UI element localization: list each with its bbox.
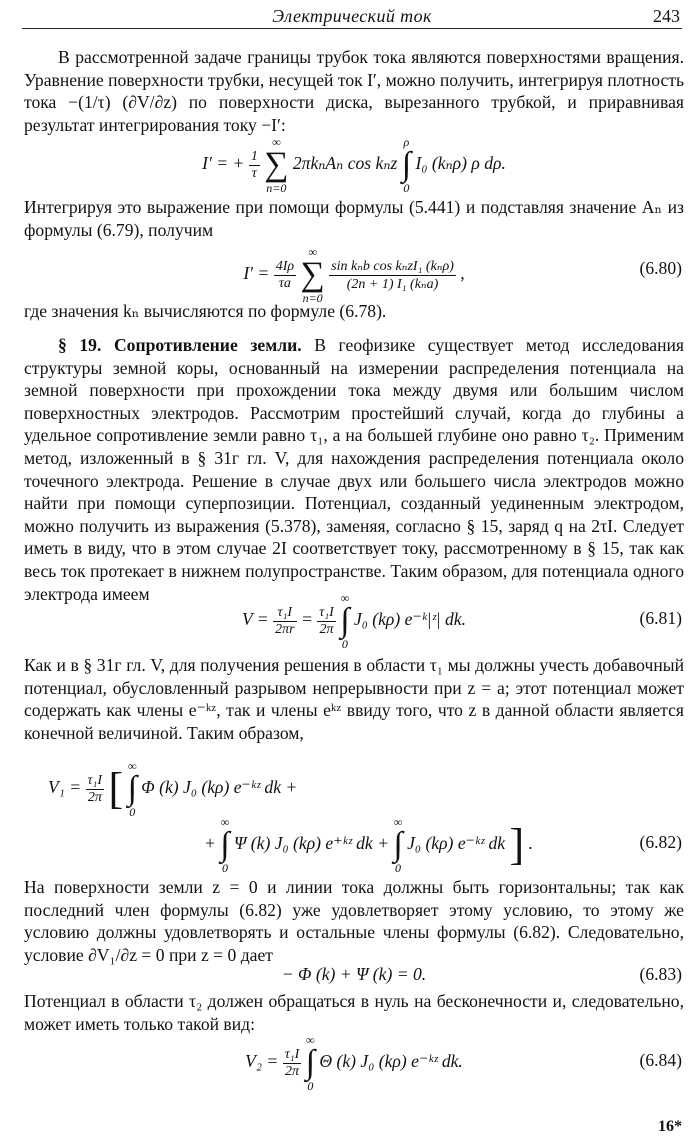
eq3-lhs: V = <box>241 609 269 630</box>
eq1-lhs: I′ = + <box>202 153 245 174</box>
paragraph-additional-potential: Как и в § 31г гл. V, для получения решения в области τ₁ мы должны учесть добавочный потенциал, обусловленный разрывом непрерывности при z = a; этот потенциал может содержать как члены e⁻ᵏᶻ, так и члены eᵏᶻ ввиду того, что z в данной области является конечной величиной. Таким образом, <box>24 655 684 743</box>
eq4-integral2 <box>220 816 229 874</box>
eq2-coef-den: τa <box>278 275 291 291</box>
eq1-sum-lower: n=0 <box>266 181 287 195</box>
sum-sign-icon: ∑ <box>300 256 325 293</box>
integral-sign-icon: ∫ <box>401 146 412 183</box>
eq4-frac <box>86 773 105 806</box>
eq2-lhs: I′ = <box>243 263 270 284</box>
section-body: В геофизике существует метод исследования структуры земной коры, основанный на измерении распределения потенциала на земной поверхности при прохождении тока между двумя или большим числом поверхностных электродов. Рассмотрим простейший случай, когда до глубины a удельное сопротивление земли равно τ₁, а на большей глубине оно равно τ₂. Применим метод, изложенный в § 31г гл. V, для нахождения распределения потенциала около точечного электрода. Решение в случае двух или большего числа электродов можно найти при помощи суперпозиции. Потенциал, созданный уединенным электродом, можно получить из выражения (5.378), заменяя, согласно § 15, заряд q на 2τI. Следует иметь в виду, что в этом случае 2I соответствует току, рассмотренному в § 15, так как весь ток протекает в нижнем полупространстве. Таким образом, для потенциала одного электрода имеем <box>24 335 684 604</box>
eq4-int1-upper: ∞ <box>127 759 137 773</box>
eq3-frac1 <box>273 605 296 638</box>
eq4-plus: + <box>204 833 216 854</box>
eq1-frac-den: τ <box>251 165 257 181</box>
eq2-sum-upper: ∞ <box>308 245 317 259</box>
equation-6-84 <box>24 1034 684 1092</box>
page-number: 243 <box>653 6 680 26</box>
equation-6-80: I′ = $\frac{4I\rho}{\tau a}$ ∞ ∑ n=0 $\frac{\text{sin kₙb cos kₙzI₁ (kₙρ)}}{\text{(2n + 1) I₁ (kₙa)}}$ , <box>243 245 465 305</box>
section-title: § 19. Сопротивление земли. <box>58 335 302 355</box>
paragraph-kn-values: где значения kₙ вычисляются по формуле (6.78). <box>24 301 387 321</box>
eq6-frac-num: τ₁I <box>284 1046 300 1062</box>
eq3-frac2 <box>317 605 336 638</box>
paragraph-potential-region2: Потенциал в области τ₂ должен обращаться в нуль на бесконечности и, следовательно, может иметь только такой вид: <box>24 991 684 1034</box>
paragraph-integrating: Интегрируя это выражение при помощи формулы (5.441) и подставляя значение Aₙ из формулы (6.79), получим <box>24 197 684 240</box>
eq1-body: 2πkₙAₙ cos kₙz <box>292 153 398 174</box>
right-bracket-icon: ] <box>509 820 525 869</box>
eq4-lhs: V₁ = <box>48 777 82 798</box>
eq4-line1: Φ (k) J₀ (kρ) e⁻ᵏᶻ dk + <box>141 777 298 798</box>
eq6-integrand: Θ (k) J₀ (kρ) e⁻ᵏᶻ dk. <box>319 1051 463 1072</box>
eq6-int-lower: 0 <box>307 1079 314 1093</box>
paragraph-surface-condition: На поверхности земли z = 0 и линии тока должны быть горизонтальны; так как последний член формулы (6.82) уже удовлетворяет этому условию, то этому же условию должны удовлетворять и остальные члены формулы (6.82). Следовательно, условие ∂V₁/∂z = 0 при z = 0 дает <box>24 877 684 965</box>
paragraph-earth-resistance <box>24 334 684 605</box>
eq6-lhs: V₂ = <box>245 1051 279 1072</box>
eq1-sum-upper: ∞ <box>272 135 281 149</box>
equation-6-82-line1 <box>48 760 700 818</box>
equation-label-6-80: (6.80) <box>639 258 682 278</box>
eq2-sum-lower: n=0 <box>302 291 323 305</box>
equation-6-83: − Φ (k) + Ψ (k) = 0. <box>281 964 427 984</box>
eq6-int-upper: ∞ <box>306 1033 315 1047</box>
eq3-frac1-num: τ₁I <box>273 605 296 622</box>
equation-6-81 <box>24 592 684 650</box>
running-title: Электрический ток <box>272 6 432 26</box>
eq3-int-lower: 0 <box>341 637 348 651</box>
integral-sign-icon: ∫ <box>127 770 137 807</box>
paragraph-tube-surface: В рассмотренной задаче границы трубок тока являются поверхностями вращения. Уравнение поверхности трубки, несущей ток I′, можно получить, интегрируя плотность тока −(1/τ) (∂V/∂z) по поверхности диска, вырезанного трубкой, и приравнивая результат интегрирования току −I′: <box>24 47 684 135</box>
eq1-int-lower: 0 <box>403 181 410 195</box>
eq3-frac2-den: 2π <box>319 621 334 637</box>
eq2-sum <box>301 246 325 304</box>
eq1-int-upper: ρ <box>403 135 410 149</box>
equation-label-6-81: (6.81) <box>639 608 682 628</box>
eq2-num: sin kₙb cos kₙzI₁ (kₙρ) <box>331 258 454 274</box>
integral-sign-icon: ∫ <box>340 602 350 639</box>
eq6-frac-den: 2π <box>284 1063 299 1079</box>
eq1-integrand: I₀ (kₙρ) ρ dρ. <box>415 153 506 174</box>
eq2-coef-num: 4Iρ <box>275 258 295 274</box>
eq4-line2-term: Ψ (k) J₀ (kρ) e⁺ᵏᶻ dk + <box>234 833 389 854</box>
equation-current-integral <box>24 136 684 194</box>
eq4-int2-upper: ∞ <box>220 815 230 829</box>
eq4-frac-num: τ₁I <box>87 772 103 788</box>
equation-label-6-83: (6.83) <box>639 964 682 984</box>
eq1-frac-num: 1 <box>250 148 258 164</box>
integral-sign-icon: ∫ <box>305 1044 315 1081</box>
integral-sign-icon: ∫ <box>393 826 403 863</box>
eq1-fraction <box>249 149 260 182</box>
eq3-integrand: J₀ (kρ) e⁻ᵏ|ᶻ| dk. <box>353 609 467 630</box>
equation-6-82-line2: + ∞ ∫ 0 Ψ (k) J₀ (kρ) e⁺ᵏᶻ dk + ∞ ∫ 0 J₀ (kρ) e⁻ᵏᶻ dk ] . <box>204 815 533 875</box>
eq3-int-upper: ∞ <box>340 591 350 605</box>
eq4-frac-den: 2π <box>87 789 102 805</box>
eq3-integral <box>340 592 349 650</box>
eq2-coef <box>274 259 296 292</box>
eq3-frac2-num: τ₁I <box>319 604 334 620</box>
eq4-int1-lower: 0 <box>129 805 136 819</box>
integral-sign-icon: ∫ <box>220 826 230 863</box>
eq4-int3-lower: 0 <box>395 861 402 875</box>
left-bracket-icon: [ <box>108 764 124 813</box>
eq4-integral1 <box>128 760 137 818</box>
equation-label-6-84: (6.84) <box>639 1050 682 1070</box>
page-header <box>22 4 682 29</box>
equation-label-6-82: (6.82) <box>639 832 682 852</box>
eq3-equals: = <box>300 609 313 630</box>
eq2-den: (2n + 1) I₁ (kₙa) <box>346 276 439 292</box>
eq4-int3-upper: ∞ <box>393 815 403 829</box>
eq4-integral3 <box>393 816 402 874</box>
eq1-sum <box>264 136 288 194</box>
eq1-integral <box>402 136 411 194</box>
eq3-frac1-den: 2πr <box>275 621 295 637</box>
sum-sign-icon: ∑ <box>264 146 289 183</box>
eq6-integral <box>306 1034 315 1092</box>
signature-mark: 16* <box>658 1118 682 1135</box>
eq2-fraction <box>329 258 456 293</box>
eq6-frac <box>283 1047 302 1080</box>
eq4-int2-lower: 0 <box>221 861 228 875</box>
eq4-line2-last: J₀ (kρ) e⁻ᵏᶻ dk <box>407 833 506 854</box>
